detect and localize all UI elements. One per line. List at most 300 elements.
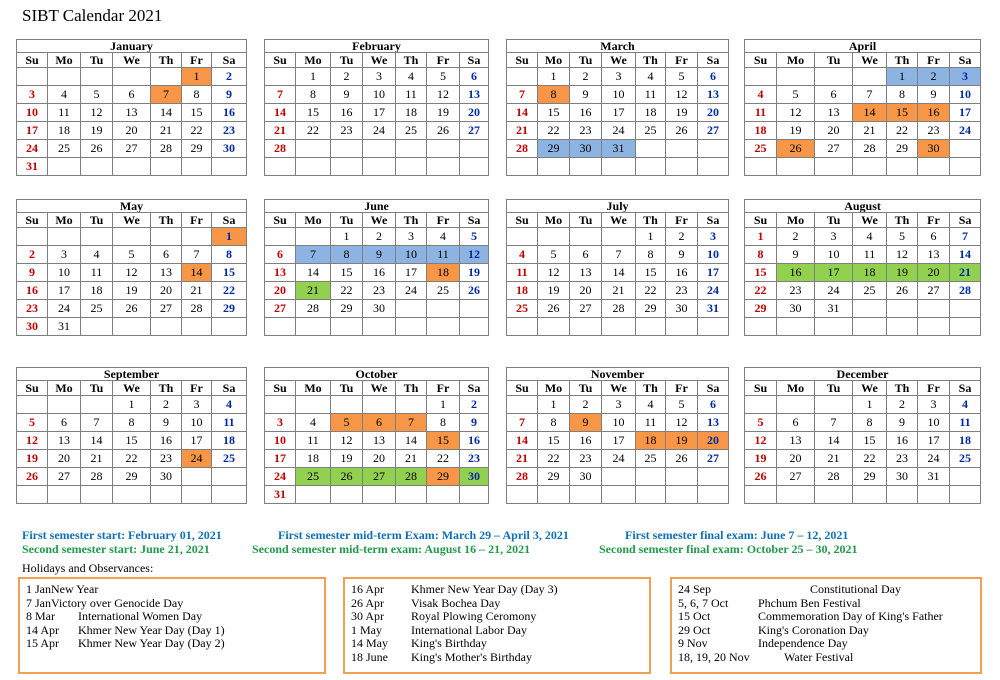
day-cell[interactable]: 8 [212, 246, 247, 264]
day-cell[interactable]: 10 [396, 246, 427, 264]
day-cell[interactable]: 23 [151, 450, 182, 468]
day-cell[interactable]: 6 [815, 86, 853, 104]
day-cell[interactable]: 21 [396, 450, 427, 468]
day-cell[interactable]: 14 [950, 246, 981, 264]
day-cell[interactable]: 21 [507, 122, 538, 140]
day-cell[interactable]: 13 [777, 432, 815, 450]
day-cell[interactable]: 10 [17, 104, 48, 122]
day-cell[interactable]: 31 [17, 158, 48, 176]
day-cell[interactable]: 19 [427, 104, 460, 122]
day-cell[interactable]: 8 [853, 414, 887, 432]
day-cell[interactable]: 20 [363, 450, 396, 468]
day-cell[interactable]: 24 [815, 282, 853, 300]
day-cell[interactable]: 1 [538, 68, 570, 86]
day-cell[interactable]: 4 [427, 228, 460, 246]
day-cell[interactable]: 18 [636, 432, 666, 450]
day-cell[interactable]: 4 [507, 246, 538, 264]
day-cell[interactable]: 23 [212, 122, 247, 140]
day-cell[interactable]: 12 [745, 432, 777, 450]
day-cell[interactable]: 16 [151, 432, 182, 450]
day-cell[interactable]: 25 [853, 282, 887, 300]
day-cell[interactable]: 20 [815, 122, 853, 140]
day-cell[interactable]: 1 [887, 68, 918, 86]
day-cell[interactable]: 13 [570, 264, 602, 282]
day-cell[interactable]: 22 [853, 450, 887, 468]
day-cell[interactable]: 21 [151, 122, 182, 140]
day-cell[interactable]: 17 [396, 264, 427, 282]
day-cell[interactable]: 2 [331, 68, 363, 86]
day-cell[interactable]: 10 [363, 86, 396, 104]
day-cell[interactable]: 29 [331, 300, 363, 318]
day-cell[interactable]: 6 [777, 414, 815, 432]
day-cell[interactable]: 27 [570, 300, 602, 318]
day-cell[interactable]: 30 [918, 140, 950, 158]
day-cell[interactable]: 29 [113, 468, 151, 486]
day-cell[interactable]: 16 [777, 264, 815, 282]
day-cell[interactable]: 5 [777, 86, 815, 104]
day-cell[interactable]: 5 [745, 414, 777, 432]
day-cell[interactable]: 24 [950, 122, 981, 140]
day-cell[interactable]: 21 [815, 450, 853, 468]
day-cell[interactable]: 12 [887, 246, 918, 264]
day-cell[interactable]: 9 [460, 414, 489, 432]
day-cell[interactable]: 7 [815, 414, 853, 432]
day-cell[interactable]: 1 [331, 228, 363, 246]
day-cell[interactable]: 20 [698, 432, 729, 450]
day-cell[interactable]: 7 [507, 86, 538, 104]
day-cell[interactable]: 23 [887, 450, 918, 468]
day-cell[interactable]: 17 [698, 264, 729, 282]
day-cell[interactable]: 22 [182, 122, 212, 140]
day-cell[interactable]: 11 [81, 264, 113, 282]
day-cell[interactable]: 7 [853, 86, 887, 104]
day-cell[interactable]: 28 [507, 140, 538, 158]
day-cell[interactable]: 12 [538, 264, 570, 282]
day-cell[interactable]: 31 [698, 300, 729, 318]
day-cell[interactable]: 29 [887, 140, 918, 158]
day-cell[interactable]: 26 [113, 300, 151, 318]
day-cell[interactable]: 7 [265, 86, 296, 104]
day-cell[interactable]: 20 [460, 104, 489, 122]
day-cell[interactable]: 26 [331, 468, 363, 486]
day-cell[interactable]: 5 [666, 396, 698, 414]
day-cell[interactable]: 11 [636, 414, 666, 432]
day-cell[interactable]: 11 [950, 414, 981, 432]
day-cell[interactable]: 25 [296, 468, 331, 486]
day-cell[interactable]: 10 [265, 432, 296, 450]
day-cell[interactable]: 23 [777, 282, 815, 300]
day-cell[interactable]: 7 [151, 86, 182, 104]
day-cell[interactable]: 14 [507, 104, 538, 122]
day-cell[interactable]: 17 [48, 282, 81, 300]
day-cell[interactable]: 20 [265, 282, 296, 300]
day-cell[interactable]: 18 [950, 432, 981, 450]
day-cell[interactable]: 18 [212, 432, 247, 450]
day-cell[interactable]: 28 [853, 140, 887, 158]
day-cell[interactable]: 20 [777, 450, 815, 468]
day-cell[interactable]: 13 [698, 86, 729, 104]
day-cell[interactable]: 2 [460, 396, 489, 414]
day-cell[interactable]: 26 [427, 122, 460, 140]
day-cell[interactable]: 24 [363, 122, 396, 140]
day-cell[interactable]: 16 [570, 104, 602, 122]
day-cell[interactable]: 29 [427, 468, 460, 486]
day-cell[interactable]: 3 [815, 228, 853, 246]
day-cell[interactable]: 12 [460, 246, 489, 264]
day-cell[interactable]: 13 [265, 264, 296, 282]
day-cell[interactable]: 6 [918, 228, 950, 246]
day-cell[interactable]: 6 [570, 246, 602, 264]
day-cell[interactable]: 23 [17, 300, 48, 318]
day-cell[interactable]: 27 [918, 282, 950, 300]
day-cell[interactable]: 8 [636, 246, 666, 264]
day-cell[interactable]: 5 [113, 246, 151, 264]
day-cell[interactable]: 5 [666, 68, 698, 86]
day-cell[interactable]: 31 [602, 140, 636, 158]
day-cell[interactable]: 28 [151, 140, 182, 158]
day-cell[interactable]: 28 [265, 140, 296, 158]
day-cell[interactable]: 13 [460, 86, 489, 104]
day-cell[interactable]: 3 [17, 86, 48, 104]
day-cell[interactable]: 9 [918, 86, 950, 104]
day-cell[interactable]: 16 [363, 264, 396, 282]
day-cell[interactable]: 25 [212, 450, 247, 468]
day-cell[interactable]: 9 [777, 246, 815, 264]
day-cell[interactable]: 30 [17, 318, 48, 336]
day-cell[interactable]: 5 [427, 68, 460, 86]
day-cell[interactable]: 18 [48, 122, 81, 140]
day-cell[interactable]: 3 [602, 396, 636, 414]
day-cell[interactable]: 2 [151, 396, 182, 414]
day-cell[interactable]: 26 [538, 300, 570, 318]
day-cell[interactable]: 4 [745, 86, 777, 104]
day-cell[interactable]: 15 [538, 104, 570, 122]
day-cell[interactable]: 26 [887, 282, 918, 300]
day-cell[interactable]: 3 [698, 228, 729, 246]
day-cell[interactable]: 24 [602, 122, 636, 140]
day-cell[interactable]: 11 [396, 86, 427, 104]
day-cell[interactable]: 1 [427, 396, 460, 414]
day-cell[interactable]: 10 [950, 86, 981, 104]
day-cell[interactable]: 8 [538, 86, 570, 104]
day-cell[interactable]: 8 [331, 246, 363, 264]
day-cell[interactable]: 30 [212, 140, 247, 158]
day-cell[interactable]: 18 [396, 104, 427, 122]
day-cell[interactable]: 3 [48, 246, 81, 264]
day-cell[interactable]: 11 [853, 246, 887, 264]
day-cell[interactable]: 10 [815, 246, 853, 264]
day-cell[interactable]: 2 [17, 246, 48, 264]
day-cell[interactable]: 27 [777, 468, 815, 486]
day-cell[interactable]: 15 [538, 432, 570, 450]
day-cell[interactable]: 17 [17, 122, 48, 140]
day-cell[interactable]: 15 [745, 264, 777, 282]
day-cell[interactable]: 21 [853, 122, 887, 140]
day-cell[interactable]: 30 [887, 468, 918, 486]
day-cell[interactable]: 3 [950, 68, 981, 86]
day-cell[interactable]: 14 [296, 264, 331, 282]
day-cell[interactable]: 19 [331, 450, 363, 468]
day-cell[interactable]: 24 [182, 450, 212, 468]
day-cell[interactable]: 12 [17, 432, 48, 450]
day-cell[interactable]: 26 [666, 450, 698, 468]
day-cell[interactable]: 23 [570, 122, 602, 140]
day-cell[interactable]: 8 [887, 86, 918, 104]
day-cell[interactable]: 14 [81, 432, 113, 450]
day-cell[interactable]: 29 [538, 468, 570, 486]
day-cell[interactable]: 21 [507, 450, 538, 468]
day-cell[interactable]: 26 [666, 122, 698, 140]
day-cell[interactable]: 19 [777, 122, 815, 140]
day-cell[interactable]: 9 [570, 414, 602, 432]
day-cell[interactable]: 13 [48, 432, 81, 450]
day-cell[interactable]: 22 [113, 450, 151, 468]
day-cell[interactable]: 8 [538, 414, 570, 432]
day-cell[interactable]: 31 [815, 300, 853, 318]
day-cell[interactable]: 28 [396, 468, 427, 486]
day-cell[interactable]: 22 [745, 282, 777, 300]
day-cell[interactable]: 4 [636, 396, 666, 414]
day-cell[interactable]: 26 [460, 282, 489, 300]
day-cell[interactable]: 4 [81, 246, 113, 264]
day-cell[interactable]: 3 [918, 396, 950, 414]
day-cell[interactable]: 3 [602, 68, 636, 86]
day-cell[interactable]: 26 [17, 468, 48, 486]
day-cell[interactable]: 6 [113, 86, 151, 104]
day-cell[interactable]: 17 [265, 450, 296, 468]
day-cell[interactable]: 28 [602, 300, 636, 318]
day-cell[interactable]: 1 [745, 228, 777, 246]
day-cell[interactable]: 14 [182, 264, 212, 282]
day-cell[interactable]: 18 [296, 450, 331, 468]
day-cell[interactable]: 4 [950, 396, 981, 414]
day-cell[interactable]: 2 [887, 396, 918, 414]
day-cell[interactable]: 23 [918, 122, 950, 140]
day-cell[interactable]: 2 [666, 228, 698, 246]
day-cell[interactable]: 25 [636, 122, 666, 140]
day-cell[interactable]: 24 [17, 140, 48, 158]
day-cell[interactable]: 9 [570, 86, 602, 104]
day-cell[interactable]: 12 [777, 104, 815, 122]
day-cell[interactable]: 22 [636, 282, 666, 300]
day-cell[interactable]: 26 [777, 140, 815, 158]
day-cell[interactable]: 12 [331, 432, 363, 450]
day-cell[interactable]: 1 [853, 396, 887, 414]
day-cell[interactable]: 16 [666, 264, 698, 282]
day-cell[interactable]: 27 [698, 122, 729, 140]
day-cell[interactable]: 2 [570, 68, 602, 86]
day-cell[interactable]: 14 [602, 264, 636, 282]
day-cell[interactable]: 6 [460, 68, 489, 86]
day-cell[interactable]: 24 [602, 450, 636, 468]
day-cell[interactable]: 30 [570, 468, 602, 486]
day-cell[interactable]: 9 [666, 246, 698, 264]
day-cell[interactable]: 14 [815, 432, 853, 450]
day-cell[interactable]: 28 [507, 468, 538, 486]
day-cell[interactable]: 15 [113, 432, 151, 450]
day-cell[interactable]: 25 [396, 122, 427, 140]
day-cell[interactable]: 12 [666, 86, 698, 104]
day-cell[interactable]: 9 [212, 86, 247, 104]
day-cell[interactable]: 26 [81, 140, 113, 158]
day-cell[interactable]: 15 [636, 264, 666, 282]
day-cell[interactable]: 19 [666, 432, 698, 450]
day-cell[interactable]: 16 [887, 432, 918, 450]
day-cell[interactable]: 8 [745, 246, 777, 264]
day-cell[interactable]: 4 [296, 414, 331, 432]
day-cell[interactable]: 27 [698, 450, 729, 468]
day-cell[interactable]: 9 [887, 414, 918, 432]
day-cell[interactable]: 4 [853, 228, 887, 246]
day-cell[interactable]: 19 [887, 264, 918, 282]
day-cell[interactable]: 3 [363, 68, 396, 86]
day-cell[interactable]: 22 [331, 282, 363, 300]
day-cell[interactable]: 29 [538, 140, 570, 158]
day-cell[interactable]: 24 [918, 450, 950, 468]
day-cell[interactable]: 16 [460, 432, 489, 450]
day-cell[interactable]: 22 [887, 122, 918, 140]
day-cell[interactable]: 10 [918, 414, 950, 432]
day-cell[interactable]: 7 [507, 414, 538, 432]
day-cell[interactable]: 2 [570, 396, 602, 414]
day-cell[interactable]: 10 [182, 414, 212, 432]
day-cell[interactable]: 13 [113, 104, 151, 122]
day-cell[interactable]: 25 [745, 140, 777, 158]
day-cell[interactable]: 22 [212, 282, 247, 300]
day-cell[interactable]: 19 [460, 264, 489, 282]
day-cell[interactable]: 23 [666, 282, 698, 300]
day-cell[interactable]: 6 [151, 246, 182, 264]
day-cell[interactable]: 11 [48, 104, 81, 122]
day-cell[interactable]: 20 [698, 104, 729, 122]
day-cell[interactable]: 30 [666, 300, 698, 318]
day-cell[interactable]: 11 [427, 246, 460, 264]
day-cell[interactable]: 15 [182, 104, 212, 122]
day-cell[interactable]: 23 [570, 450, 602, 468]
day-cell[interactable]: 25 [636, 450, 666, 468]
day-cell[interactable]: 22 [427, 450, 460, 468]
day-cell[interactable]: 27 [48, 468, 81, 486]
day-cell[interactable]: 25 [48, 140, 81, 158]
day-cell[interactable]: 9 [331, 86, 363, 104]
day-cell[interactable]: 26 [745, 468, 777, 486]
day-cell[interactable]: 15 [853, 432, 887, 450]
day-cell[interactable]: 23 [460, 450, 489, 468]
day-cell[interactable]: 18 [636, 104, 666, 122]
day-cell[interactable]: 19 [113, 282, 151, 300]
day-cell[interactable]: 20 [570, 282, 602, 300]
day-cell[interactable]: 27 [363, 468, 396, 486]
day-cell[interactable]: 7 [182, 246, 212, 264]
day-cell[interactable]: 25 [950, 450, 981, 468]
day-cell[interactable]: 14 [151, 104, 182, 122]
day-cell[interactable]: 12 [666, 414, 698, 432]
day-cell[interactable]: 9 [151, 414, 182, 432]
day-cell[interactable]: 30 [570, 140, 602, 158]
day-cell[interactable]: 25 [81, 300, 113, 318]
day-cell[interactable]: 20 [113, 122, 151, 140]
day-cell[interactable]: 13 [151, 264, 182, 282]
day-cell[interactable]: 16 [570, 432, 602, 450]
day-cell[interactable]: 13 [363, 432, 396, 450]
day-cell[interactable]: 6 [363, 414, 396, 432]
day-cell[interactable]: 8 [182, 86, 212, 104]
day-cell[interactable]: 21 [602, 282, 636, 300]
day-cell[interactable]: 7 [602, 246, 636, 264]
day-cell[interactable]: 30 [777, 300, 815, 318]
day-cell[interactable]: 21 [81, 450, 113, 468]
day-cell[interactable]: 2 [777, 228, 815, 246]
day-cell[interactable]: 7 [396, 414, 427, 432]
day-cell[interactable]: 1 [296, 68, 331, 86]
day-cell[interactable]: 1 [113, 396, 151, 414]
day-cell[interactable]: 11 [745, 104, 777, 122]
day-cell[interactable]: 11 [507, 264, 538, 282]
day-cell[interactable]: 16 [212, 104, 247, 122]
day-cell[interactable]: 13 [815, 104, 853, 122]
day-cell[interactable]: 16 [331, 104, 363, 122]
day-cell[interactable]: 19 [745, 450, 777, 468]
day-cell[interactable]: 16 [17, 282, 48, 300]
day-cell[interactable]: 22 [538, 122, 570, 140]
day-cell[interactable]: 17 [363, 104, 396, 122]
day-cell[interactable]: 13 [918, 246, 950, 264]
day-cell[interactable]: 5 [460, 228, 489, 246]
day-cell[interactable]: 4 [396, 68, 427, 86]
day-cell[interactable]: 19 [17, 450, 48, 468]
day-cell[interactable]: 4 [48, 86, 81, 104]
day-cell[interactable]: 5 [81, 86, 113, 104]
day-cell[interactable]: 14 [507, 432, 538, 450]
day-cell[interactable]: 3 [396, 228, 427, 246]
day-cell[interactable]: 6 [698, 68, 729, 86]
day-cell[interactable]: 25 [427, 282, 460, 300]
day-cell[interactable]: 30 [363, 300, 396, 318]
day-cell[interactable]: 24 [48, 300, 81, 318]
day-cell[interactable]: 31 [48, 318, 81, 336]
day-cell[interactable]: 16 [918, 104, 950, 122]
day-cell[interactable]: 2 [212, 68, 247, 86]
day-cell[interactable]: 29 [212, 300, 247, 318]
day-cell[interactable]: 18 [427, 264, 460, 282]
day-cell[interactable]: 8 [113, 414, 151, 432]
day-cell[interactable]: 17 [182, 432, 212, 450]
day-cell[interactable]: 24 [396, 282, 427, 300]
day-cell[interactable]: 25 [507, 300, 538, 318]
day-cell[interactable]: 17 [815, 264, 853, 282]
day-cell[interactable]: 5 [331, 414, 363, 432]
day-cell[interactable]: 7 [296, 246, 331, 264]
day-cell[interactable]: 5 [887, 228, 918, 246]
day-cell[interactable]: 18 [853, 264, 887, 282]
day-cell[interactable]: 23 [363, 282, 396, 300]
day-cell[interactable]: 2 [363, 228, 396, 246]
day-cell[interactable]: 29 [745, 300, 777, 318]
day-cell[interactable]: 7 [81, 414, 113, 432]
day-cell[interactable]: 11 [296, 432, 331, 450]
day-cell[interactable]: 28 [950, 282, 981, 300]
day-cell[interactable]: 18 [507, 282, 538, 300]
day-cell[interactable]: 29 [182, 140, 212, 158]
day-cell[interactable]: 10 [48, 264, 81, 282]
day-cell[interactable]: 29 [853, 468, 887, 486]
day-cell[interactable]: 1 [182, 68, 212, 86]
day-cell[interactable]: 12 [427, 86, 460, 104]
day-cell[interactable]: 27 [460, 122, 489, 140]
day-cell[interactable]: 1 [212, 228, 247, 246]
day-cell[interactable]: 15 [427, 432, 460, 450]
day-cell[interactable]: 20 [151, 282, 182, 300]
